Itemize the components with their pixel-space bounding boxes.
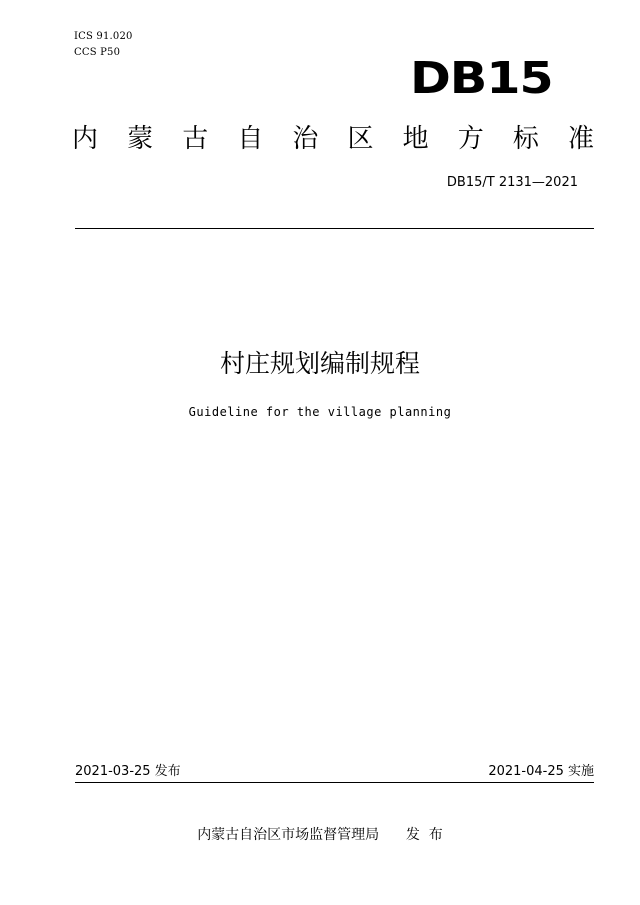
heading-char: 治 [292, 124, 319, 154]
heading-char: 标 [512, 124, 539, 154]
heading-char: 内 [71, 124, 98, 154]
local-standard-heading [68, 122, 598, 156]
heading-char: 地 [402, 124, 429, 154]
document-title-chinese: 村庄规划编制规程 [219, 349, 420, 378]
heading-char: 蒙 [127, 124, 154, 154]
publisher-line: 内蒙古自治区市场监督管理局 发 布 [197, 827, 443, 843]
top-divider [75, 228, 594, 229]
heading-char: 区 [347, 124, 374, 154]
document-title-english: Guideline for the village planning [188, 405, 452, 419]
heading-char: 古 [182, 124, 209, 154]
heading-char: 自 [237, 124, 264, 154]
db15-logo: DB15 [410, 53, 553, 104]
issue-date: 2021-03-25 发布 [75, 764, 181, 779]
bottom-divider [75, 782, 594, 783]
heading-char: 方 [457, 124, 484, 154]
ics-code: ICS 91.020 [74, 31, 133, 42]
heading-char: 准 [567, 124, 594, 154]
standard-number: DB15/T 2131—2021 [446, 175, 578, 190]
ccs-code: CCS P50 [74, 47, 121, 58]
implementation-date: 2021-04-25 实施 [488, 764, 594, 779]
